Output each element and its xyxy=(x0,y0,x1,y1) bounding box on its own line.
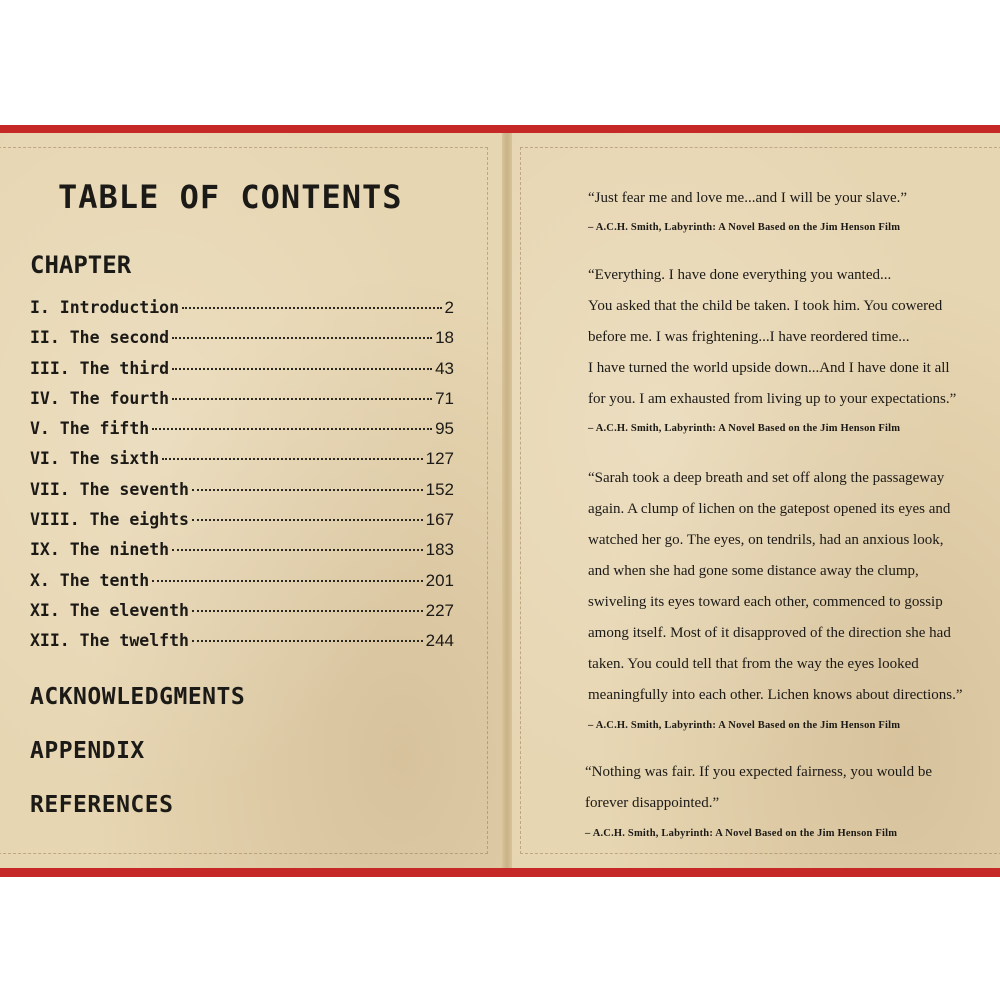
quote-block xyxy=(588,463,1000,711)
quote-line: You asked that the child be taken. I took him. You cowered xyxy=(588,298,943,314)
quote-block xyxy=(588,260,1000,415)
chapter-label: V. The fifth xyxy=(30,419,150,439)
chapter-page-number: 244 xyxy=(425,631,454,651)
toc-entry xyxy=(30,328,454,358)
toc-entry xyxy=(30,419,454,449)
dot-leader xyxy=(182,307,442,309)
chapter-page-number: 18 xyxy=(435,328,454,348)
chapter-list xyxy=(30,298,454,662)
toc-entry xyxy=(30,601,454,631)
quote-line: “Sarah took a deep breath and set off along the passageway xyxy=(588,470,945,486)
chapter-page-number: 152 xyxy=(425,479,454,499)
dot-leader xyxy=(162,458,422,460)
dot-leader xyxy=(172,549,423,551)
toc-entry xyxy=(30,480,454,510)
chapter-heading: CHAPTER xyxy=(30,251,132,279)
toc-entry xyxy=(30,359,454,389)
dot-leader xyxy=(192,640,423,642)
dot-leader xyxy=(172,368,432,370)
chapter-page-number: 227 xyxy=(425,600,454,620)
chapter-label: I. Introduction xyxy=(30,298,180,317)
references-heading: REFERENCES xyxy=(30,792,174,818)
chapter-label: XI. The eleventh xyxy=(30,600,189,620)
chapter-page-number: 2 xyxy=(444,298,454,317)
quote-block xyxy=(585,757,1000,819)
toc-title: TABLE OF CONTENTS xyxy=(58,178,403,216)
chapter-label: VI. The sixth xyxy=(30,449,160,469)
toc-entry xyxy=(30,571,454,601)
quote-line: “Just fear me and love me...and I will be your slave.” xyxy=(588,190,908,206)
toc-entry xyxy=(30,298,454,328)
dot-leader xyxy=(192,610,423,612)
toc-entry xyxy=(30,449,454,479)
chapter-label: IV. The fourth xyxy=(30,388,170,408)
quote-line: I have turned the world upside down...And I have done it all xyxy=(588,360,950,376)
quote-attribution: – A.C.H. Smith, Labyrinth: A Novel Based on the Jim Henson Film xyxy=(588,720,901,731)
chapter-page-number: 127 xyxy=(425,449,454,469)
chapter-page-number: 183 xyxy=(425,540,454,560)
dot-leader xyxy=(152,580,422,582)
quote-line: taken. You could tell that from the way the eyes looked xyxy=(588,656,919,672)
quote-line: meaningfully into each other. Lichen knows about directions.” xyxy=(588,687,963,703)
toc-entry xyxy=(30,540,454,570)
quote-line: before me. I was frightening...I have reordered time... xyxy=(588,329,910,345)
toc-entry xyxy=(30,389,454,419)
quote-attribution: – A.C.H. Smith, Labyrinth: A Novel Based on the Jim Henson Film xyxy=(585,828,898,839)
book-spine xyxy=(502,133,512,868)
chapter-page-number: 43 xyxy=(435,358,454,378)
appendix-heading: APPENDIX xyxy=(30,738,145,764)
chapter-label: IX. The nineth xyxy=(30,540,170,560)
left-page xyxy=(0,133,502,868)
quote-line: among itself. Most of it disapproved of the direction she had xyxy=(588,625,951,641)
chapter-label: II. The second xyxy=(30,328,170,348)
quote-block xyxy=(588,183,1000,214)
toc-entry xyxy=(30,631,454,661)
chapter-page-number: 95 xyxy=(435,419,454,439)
quote-line: watched her go. The eyes, on tendrils, had an anxious look, xyxy=(588,532,944,548)
dot-leader xyxy=(172,398,432,400)
dot-leader xyxy=(172,337,432,339)
chapter-page-number: 167 xyxy=(425,510,454,530)
chapter-label: VIII. The eights xyxy=(30,510,189,530)
chapter-label: III. The third xyxy=(30,358,170,378)
right-page xyxy=(512,133,1000,868)
quote-line: again. A clump of lichen on the gatepost opened its eyes and xyxy=(588,501,951,517)
quote-line: “Everything. I have done everything you wanted... xyxy=(588,267,892,283)
quote-line: for you. I am exhausted from living up to your expectations.” xyxy=(588,391,957,407)
book-spread xyxy=(0,125,1000,877)
quote-line: swiveling its eyes toward each other, commenced to gossip xyxy=(588,594,943,610)
acknowledgments-heading: ACKNOWLEDGMENTS xyxy=(30,684,246,710)
chapter-label: VII. The seventh xyxy=(30,479,189,499)
quote-attribution: – A.C.H. Smith, Labyrinth: A Novel Based on the Jim Henson Film xyxy=(588,222,901,233)
quote-line: “Nothing was fair. If you expected fairness, you would be xyxy=(585,764,932,780)
dot-leader xyxy=(192,489,423,491)
quote-line: forever disappointed.” xyxy=(585,795,720,811)
chapter-page-number: 71 xyxy=(435,388,454,408)
chapter-label: XII. The twelfth xyxy=(30,631,189,651)
chapter-label: X. The tenth xyxy=(30,570,150,590)
toc-entry xyxy=(30,510,454,540)
quote-line: and when she had gone some distance away the clump, xyxy=(588,563,919,579)
dot-leader xyxy=(152,428,432,430)
dot-leader xyxy=(192,519,423,521)
quote-attribution: – A.C.H. Smith, Labyrinth: A Novel Based on the Jim Henson Film xyxy=(588,423,901,434)
chapter-page-number: 201 xyxy=(425,570,454,590)
